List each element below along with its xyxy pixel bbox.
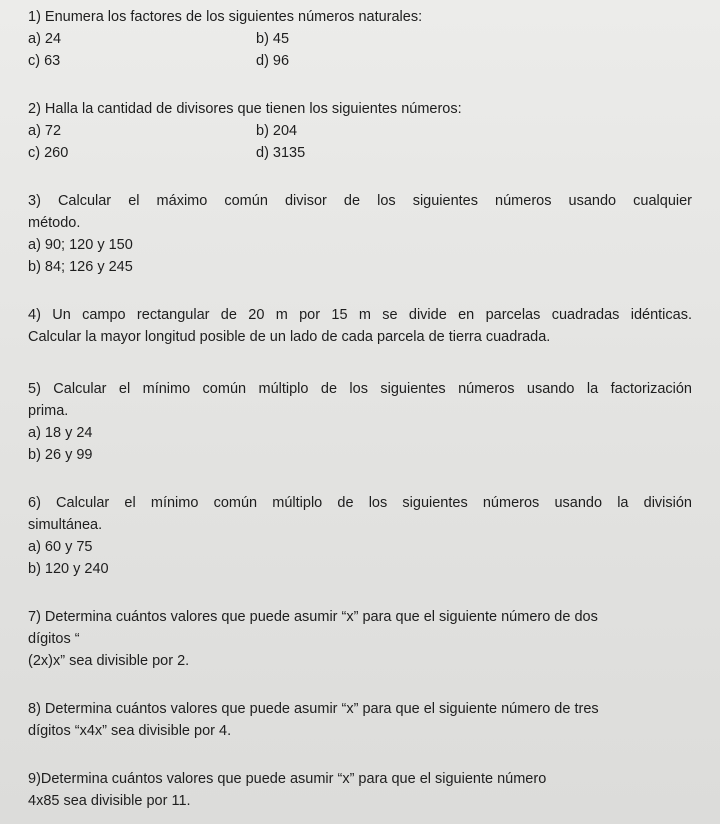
question-5-text-line-1: 5) Calcular el mínimo común múltiplo de los siguientes números usando la factorización bbox=[28, 381, 692, 397]
question-5-text-line-2: prima. bbox=[28, 403, 69, 419]
question-5-item-a: a) 18 y 24 bbox=[28, 425, 93, 441]
question-2-item-c: c) 260 bbox=[28, 145, 69, 161]
question-3-text-line-2: método. bbox=[28, 215, 81, 231]
worksheet bbox=[28, 6, 692, 812]
question-1-row-1 bbox=[28, 28, 692, 50]
question-6-text-line-1: 6) Calcular el mínimo común múltiplo de los siguientes números usando la división bbox=[28, 495, 692, 511]
question-2-item-d: d) 3135 bbox=[256, 145, 306, 161]
question-1-item-c: c) 63 bbox=[28, 53, 61, 69]
question-1 bbox=[28, 6, 692, 72]
question-3-text-line-1: 3) Calcular el máximo común divisor de los siguientes números usando cualquier bbox=[28, 193, 692, 209]
question-2-title: 2) Halla la cantidad de divisores que tienen los siguientes números: bbox=[28, 101, 462, 117]
question-8-text-line-2: dígitos “x4x” sea divisible por 4. bbox=[28, 723, 232, 739]
question-4 bbox=[28, 304, 692, 348]
question-9-text-line-1: 9)Determina cuántos valores que puede asumir “x” para que el siguiente número bbox=[28, 771, 547, 787]
question-8 bbox=[28, 698, 692, 742]
question-6-item-a: a) 60 y 75 bbox=[28, 539, 93, 555]
question-1-item-a: a) 24 bbox=[28, 31, 62, 47]
question-7-text-line-3: (2x)x” sea divisible por 2. bbox=[28, 653, 190, 669]
question-6-text-line-2: simultánea. bbox=[28, 517, 103, 533]
question-2-item-a: a) 72 bbox=[28, 123, 62, 139]
question-2 bbox=[28, 98, 692, 164]
question-2-row-2 bbox=[28, 142, 692, 164]
question-9-text-line-2: 4x85 sea divisible por 11. bbox=[28, 793, 191, 809]
question-7-text-line-1: 7) Determina cuántos valores que puede asumir “x” para que el siguiente número de dos bbox=[28, 609, 598, 625]
question-5-item-b: b) 26 y 99 bbox=[28, 447, 93, 463]
question-9 bbox=[28, 768, 692, 812]
question-3-item-a: a) 90; 120 y 150 bbox=[28, 237, 133, 253]
question-2-row-1 bbox=[28, 120, 692, 142]
question-7 bbox=[28, 606, 692, 672]
question-2-item-b: b) 204 bbox=[256, 123, 298, 139]
question-4-text-line-2: Calcular la mayor longitud posible de un lado de cada parcela de tierra cuadrada. bbox=[28, 329, 551, 345]
question-4-text-line-1: 4) Un campo rectangular de 20 m por 15 m se divide en parcelas cuadradas idénticas. bbox=[28, 307, 692, 323]
question-6 bbox=[28, 492, 692, 580]
question-1-item-d: d) 96 bbox=[256, 53, 290, 69]
question-1-title: 1) Enumera los factores de los siguientes números naturales: bbox=[28, 9, 423, 25]
question-8-text-line-1: 8) Determina cuántos valores que puede asumir “x” para que el siguiente número de tres bbox=[28, 701, 599, 717]
question-5 bbox=[28, 378, 692, 466]
question-6-item-b: b) 120 y 240 bbox=[28, 561, 109, 577]
question-7-text-line-2: dígitos “ bbox=[28, 631, 80, 647]
question-3 bbox=[28, 190, 692, 278]
question-1-row-2 bbox=[28, 50, 692, 72]
question-3-item-b: b) 84; 126 y 245 bbox=[28, 259, 133, 275]
question-1-item-b: b) 45 bbox=[256, 31, 290, 47]
